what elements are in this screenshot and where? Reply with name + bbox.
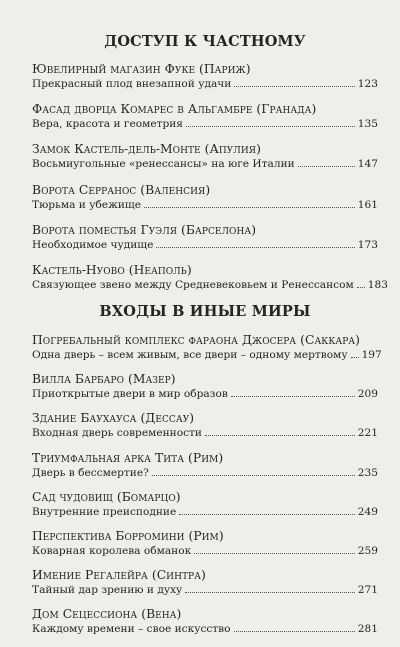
toc-entry-list xyxy=(32,333,382,636)
entry-page-number: 173 xyxy=(357,238,378,251)
entry-subtitle-line xyxy=(32,157,378,171)
dot-leader xyxy=(234,86,354,87)
dot-leader xyxy=(179,514,354,515)
toc-entry[interactable] xyxy=(32,568,378,597)
entry-title: Ворота Серранос (Валенсия) xyxy=(32,182,211,197)
entry-subtitle: Восьмиугольные «ренессансы» на юге Италии xyxy=(32,158,295,171)
entry-subtitle-line xyxy=(32,622,378,636)
toc-entry[interactable] xyxy=(32,102,378,131)
entry-subtitle-line xyxy=(32,583,378,597)
entry-subtitle: Одна дверь – всем живым, все двери – одному мертвому xyxy=(32,349,348,361)
entry-subtitle-line xyxy=(32,278,388,292)
entry-page-number: 147 xyxy=(357,158,378,171)
dot-leader xyxy=(194,553,355,554)
entry-subtitle: Необходимое чудище xyxy=(32,238,154,251)
section-title: ДОСТУП К ЧАСТНОМУ xyxy=(104,33,306,50)
entry-subtitle-line xyxy=(32,198,378,212)
entry-title: Сад чудовищ (Бомарцо) xyxy=(32,489,181,504)
entry-subtitle: Тюрьма и убежище xyxy=(32,198,141,211)
entry-title: Здание Баухауса (Дессау) xyxy=(32,411,195,426)
dot-leader xyxy=(231,396,355,397)
entry-subtitle: Входная дверь современности xyxy=(32,427,202,440)
dot-leader xyxy=(186,126,355,127)
entry-title: Дом Сецессиона (Вена) xyxy=(32,607,182,622)
entry-subtitle-line xyxy=(32,238,378,252)
toc-entry[interactable] xyxy=(32,333,382,362)
dot-leader xyxy=(185,592,354,593)
entry-page-number: 259 xyxy=(357,544,378,557)
dot-leader xyxy=(152,475,355,476)
entry-title: Фасад дворца Комарес в Альгамбре (Гранада) xyxy=(32,102,317,117)
dot-leader xyxy=(357,287,365,288)
toc-entry[interactable] xyxy=(32,262,388,292)
entry-title: Триумфальная арка Тита (Рим) xyxy=(32,450,224,465)
entry-subtitle: Коварная королева обманок xyxy=(32,544,192,557)
entry-subtitle: Дверь в бессмертие? xyxy=(32,466,149,479)
toc-entry[interactable] xyxy=(32,451,378,480)
entry-subtitle: Каждому времени – свое искусство xyxy=(32,623,231,636)
toc-entry[interactable] xyxy=(32,223,378,252)
entry-title: Ювелирный магазин Фуке (Париж) xyxy=(32,62,251,76)
entry-title: Кастель-Нуово (Неаполь) xyxy=(32,262,192,277)
toc-entry[interactable] xyxy=(32,62,378,91)
entry-title: Ворота поместья Гуэля (Барселона) xyxy=(32,222,257,237)
entry-page-number: 197 xyxy=(361,349,382,361)
entry-subtitle-line xyxy=(32,348,382,362)
dot-leader xyxy=(234,631,355,632)
entry-subtitle-line xyxy=(32,466,378,480)
toc-entry[interactable] xyxy=(32,142,378,171)
entry-page-number: 271 xyxy=(357,584,378,597)
entry-title: Погребальный комплекс фараона Джосера (Саккара) xyxy=(32,333,361,347)
toc-section-entrances-to-other-worlds xyxy=(32,303,382,647)
entry-subtitle-line xyxy=(32,505,378,519)
entry-subtitle: Внутренние преисподние xyxy=(32,505,177,518)
entry-subtitle-line xyxy=(32,77,378,91)
entry-title: Вилла Барбаро (Мазер) xyxy=(32,372,176,387)
dot-leader xyxy=(156,247,354,248)
entry-subtitle-line xyxy=(32,117,378,131)
entry-page-number: 135 xyxy=(357,118,378,131)
entry-subtitle-line xyxy=(32,544,378,558)
dot-leader xyxy=(144,207,355,208)
entry-title: Перспектива Борромини (Рим) xyxy=(32,528,224,543)
entry-subtitle: Прекрасный плод внезапной удачи xyxy=(32,78,232,90)
toc-section-private-access xyxy=(32,33,388,303)
entry-page-number: 183 xyxy=(367,278,388,291)
entry-subtitle: Тайный дар зрению и духу xyxy=(32,584,183,597)
entry-subtitle: Связующее звено между Средневековьем и Ренессансом xyxy=(32,278,354,291)
entry-page-number: 221 xyxy=(357,427,378,440)
toc-entry[interactable] xyxy=(32,607,378,636)
entry-page-number: 249 xyxy=(357,505,378,518)
toc-entry[interactable] xyxy=(32,490,378,519)
section-title: ВХОДЫ В ИНЫЕ МИРЫ xyxy=(99,303,311,320)
entry-page-number: 161 xyxy=(357,198,378,211)
entry-page-number: 281 xyxy=(357,623,378,636)
entry-subtitle-line xyxy=(32,426,378,440)
toc-entry[interactable] xyxy=(32,372,378,401)
entry-subtitle: Вера, красота и геометрия xyxy=(32,118,183,131)
dot-leader xyxy=(205,435,355,436)
entry-page-number: 209 xyxy=(357,388,378,401)
entry-page-number: 235 xyxy=(357,466,378,479)
entry-title: Замок Кастель-дель-Монте (Апулия) xyxy=(32,142,261,157)
toc-entry[interactable] xyxy=(32,183,378,212)
toc-entry[interactable] xyxy=(32,529,378,558)
dot-leader xyxy=(298,166,355,167)
toc-entry[interactable] xyxy=(32,411,378,440)
dot-leader xyxy=(351,357,359,358)
entry-subtitle: Приоткрытые двери в мир образов xyxy=(32,388,228,401)
entry-subtitle-line xyxy=(32,387,378,401)
entry-page-number: 123 xyxy=(357,78,378,90)
toc-entry-list xyxy=(32,62,388,292)
entry-title: Имение Регалейра (Синтра) xyxy=(32,568,206,583)
